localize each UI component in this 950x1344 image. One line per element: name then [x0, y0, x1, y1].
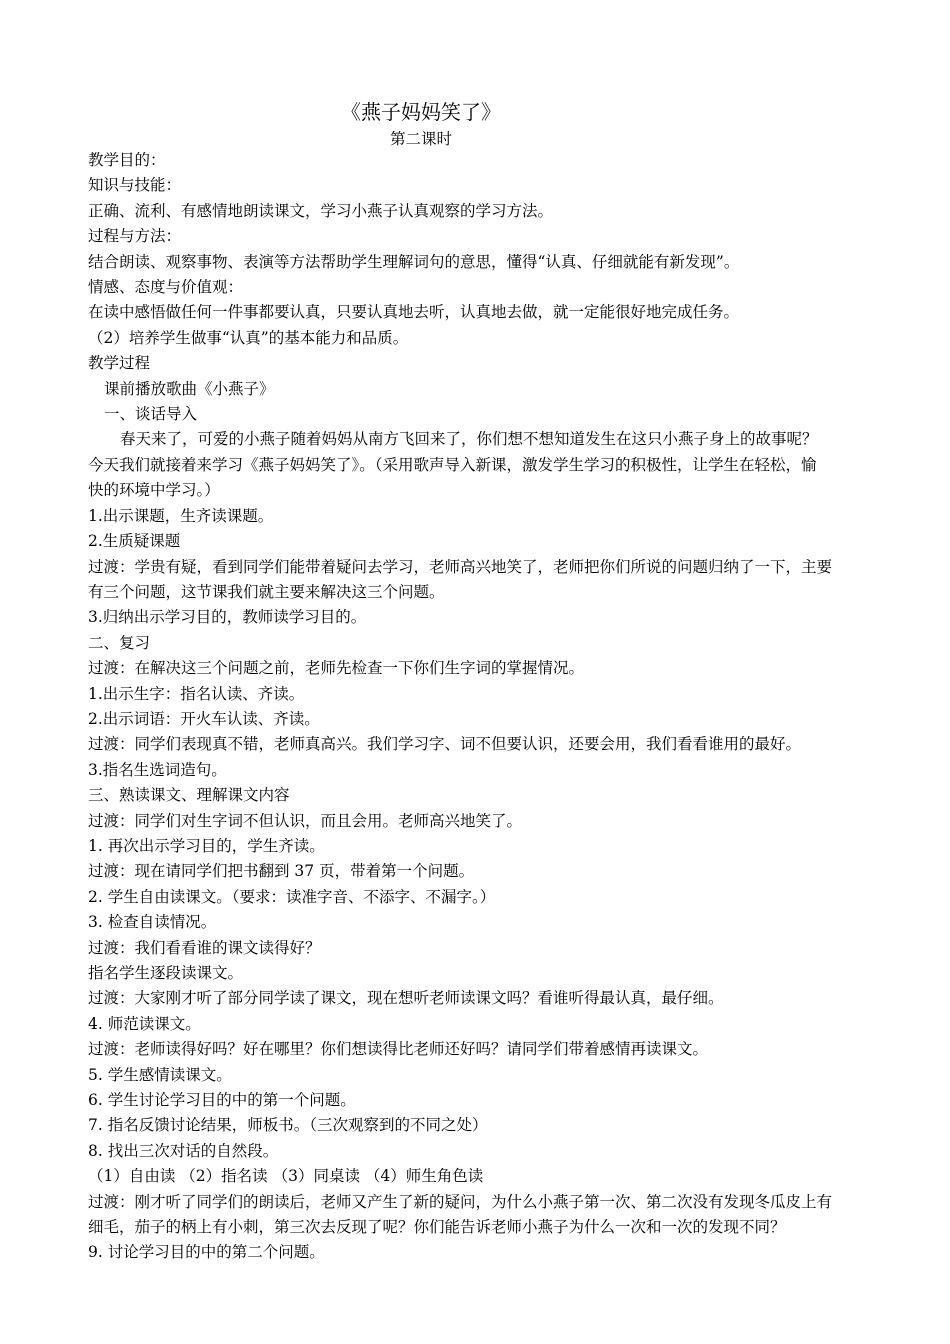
text-line: 知识与技能：	[88, 176, 182, 195]
text-line: 1.出示生字：指名认读、齐读。	[88, 684, 305, 703]
text-line: 8. 找出三次对话的自然段。	[88, 1141, 279, 1160]
text-line: 2.生质疑课题	[88, 532, 181, 551]
text-line: 3.指名生选词造句。	[88, 760, 227, 779]
text-line: 一、谈话导入	[104, 405, 198, 424]
text-line: 过渡：同学们对生字词不但认识，而且会用。老师高兴地笑了。	[88, 811, 523, 830]
text-line: 过渡：老师读得好吗？好在哪里？你们想读得比老师还好吗？请同学们带着感情再读课文。	[88, 1040, 709, 1059]
text-line: 情感、态度与价值观：	[88, 278, 244, 297]
text-line: 1. 再次出示学习目的，学生齐读。	[88, 836, 325, 855]
text-line: 正确、流利、有感情地朗读课文，学习小燕子认真观察的学习方法。	[88, 201, 554, 220]
text-line: 指名学生逐段读课文。	[88, 964, 244, 982]
text-line: 6. 学生讨论学习目的中的第一个问题。	[88, 1091, 356, 1110]
text-line: （1）自由读 （2）指名读 （3）同桌读 （4）师生角色读	[88, 1167, 484, 1186]
text-line: 2. 学生自由读课文。（要求：读准字音、不添字、不漏字。）	[88, 887, 496, 906]
text-line: （2）培养学生做事“认真”的基本能力和品质。	[88, 328, 409, 347]
text-line: 1.出示课题，生齐读课题。	[88, 506, 274, 525]
text-line: 3. 检查自读情况。	[88, 913, 217, 932]
text-line: 春天来了，可爱的小燕子随着妈妈从南方飞回来了，你们想不想知道发生在这只小燕子身上的故事呢？	[120, 430, 818, 449]
text-line: 在读中感悟做任何一件事都要认真，只要认真地去听，认真地去做，就一定能很好地完成任务。	[88, 303, 740, 322]
text-line: 教学过程	[88, 354, 151, 373]
document-subtitle: 第二课时	[389, 130, 452, 148]
text-line: 2.出示词语：开火车认读、齐读。	[88, 709, 320, 728]
text-line: 5. 学生感情读课文。	[88, 1065, 232, 1084]
text-line: 结合朗读、观察事物、表演等方法帮助学生理解词句的意思，懂得“认真、仔细就能有新发现”。	[88, 252, 740, 271]
text-line: 过渡：我们看看谁的课文读得好？	[88, 938, 321, 957]
text-line: 今天我们就接着来学习《燕子妈妈笑了》。（采用歌声导入新课，激发学生学习的积极性，让学生在轻松，愉	[88, 455, 817, 474]
text-line: 三、熟读课文、理解课文内容	[88, 786, 290, 805]
text-line: 过渡：同学们表现真不错，老师真高兴。我们学习字、词不但要认识，还要会用，我们看看谁用的最好。	[88, 735, 802, 754]
text-line: 细毛，茄子的柄上有小刺，第三次去反现了呢？你们能告诉老师小燕子为什么一次和一次的发现不同？	[88, 1218, 786, 1237]
text-line: 过渡：现在请同学们把书翻到 37 页，带着第一个问题。	[88, 862, 475, 881]
text-line: 过渡：刚才听了同学们的朗读后，老师又产生了新的疑问，为什么小燕子第一次、第二次没有发现冬瓜皮上有	[88, 1192, 833, 1211]
text-line: 过渡：大家刚才听了部分同学读了课文，现在想听老师读课文吗？看谁听得最认真，最仔细。	[88, 989, 724, 1008]
text-line: 过渡：学贵有疑，看到同学们能带着疑问去学习，老师高兴地笑了，老师把你们所说的问题归纳了一下，主要	[88, 557, 833, 576]
text-line: 过程与方法：	[88, 227, 182, 246]
text-line: 有三个问题，这节课我们就主要来解决这三个问题。	[88, 582, 445, 601]
document-body	[88, 148, 868, 1266]
text-line: 快的环境中学习。）	[88, 481, 220, 500]
text-line: 二、复习	[88, 633, 151, 652]
text-line: 7. 指名反馈讨论结果，师板书。（三次观察到的不同之处）	[88, 1116, 488, 1135]
text-line: 课前播放歌曲《小燕子》	[104, 379, 275, 398]
document-title: 《燕子妈妈笑了》	[341, 100, 501, 124]
text-line: 9. 讨论学习目的中的第二个问题。	[88, 1243, 325, 1262]
text-line: 教学目的：	[88, 151, 166, 169]
text-line: 3.归纳出示学习目的，教师读学习目的。	[88, 608, 367, 627]
text-line: 4. 师范读课文。	[88, 1014, 201, 1033]
text-line: 过渡：在解决这三个问题之前，老师先检查一下你们生字词的掌握情况。	[88, 659, 585, 678]
